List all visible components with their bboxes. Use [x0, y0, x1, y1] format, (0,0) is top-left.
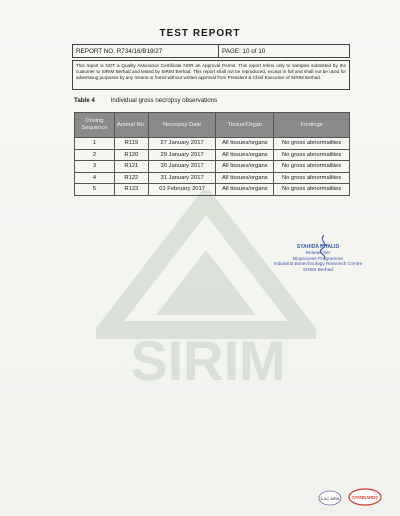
- page-number: PAGE: 10 of 10: [222, 47, 266, 55]
- signatory-name: SYAHIDA KHALID: [296, 244, 340, 250]
- table-row: [75, 161, 350, 173]
- table-number: Table 4: [74, 97, 95, 104]
- svg-text:STANDARDS: STANDARDS: [352, 495, 378, 500]
- signature-block: [258, 245, 378, 274]
- cell-tissue-organ: All tissues/organs: [216, 172, 274, 184]
- header-tissue-organ: Tissue/Organ: [216, 113, 274, 138]
- cell-necropsy-date: 29 January 2017: [148, 149, 216, 161]
- cell-animal-no: R121: [114, 161, 148, 173]
- cell-necropsy-date: 01 February 2017: [148, 184, 216, 196]
- table-row: [75, 138, 350, 150]
- header-findings: Findings: [274, 113, 350, 138]
- cell-dosing-sequence: 2: [75, 149, 115, 161]
- table-row: [75, 149, 350, 161]
- cell-necropsy-date: 30 January 2017: [148, 161, 216, 173]
- necropsy-table: [74, 112, 350, 196]
- cell-findings: No gross abnormalities: [274, 184, 350, 196]
- sirim-watermark-text: [88, 330, 328, 390]
- table-row: [75, 184, 350, 196]
- cell-dosing-sequence: 5: [75, 184, 115, 196]
- table-header-row: [75, 113, 350, 138]
- header-animal-no: Animal No.: [114, 113, 148, 138]
- cell-animal-no: R123: [114, 184, 148, 196]
- signatory-unit: Bioprocess Programme: [292, 256, 344, 262]
- cell-necropsy-date: 31 January 2017: [148, 172, 216, 184]
- cell-dosing-sequence: 3: [75, 161, 115, 173]
- svg-text:SIRIM: SIRIM: [130, 330, 286, 390]
- cell-tissue-organ: All tissues/organs: [216, 184, 274, 196]
- standards-badge-icon: [348, 488, 382, 506]
- cell-findings: No gross abnormalities: [274, 138, 350, 150]
- cell-findings: No gross abnormalities: [274, 149, 350, 161]
- table-row: [75, 172, 350, 184]
- report-number: REPORT NO. R734/16/B19/27: [73, 45, 219, 57]
- ilac-mra-badge-icon: [318, 490, 342, 506]
- cell-dosing-sequence: 1: [75, 138, 115, 150]
- header-necropsy-date: Necropsy Date: [148, 113, 216, 138]
- table-caption: [74, 97, 217, 104]
- cell-dosing-sequence: 4: [75, 172, 115, 184]
- table-title: Individual gross necropsy observations: [110, 97, 218, 104]
- header-dosing-sequence: Dosing Sequence: [75, 113, 115, 138]
- report-header-box: [72, 44, 350, 58]
- cell-animal-no: R119: [114, 138, 148, 150]
- disclaimer-notice: This report is NOT a Quality Assurance Certificate NOR an Approval Permit. This report refers only to samples submitted by the customer to SIRIM Berhad and tested by SIRIM Berhad. This report shall not be reproduced, except in full and shall not be used for advertising purposes by any means or forms without written approval from President & Chief Executive of SIRIM Berhad.: [72, 60, 350, 90]
- signatory-org: SIRIM Berhad: [302, 268, 334, 274]
- cell-findings: No gross abnormalities: [274, 161, 350, 173]
- cell-animal-no: R120: [114, 149, 148, 161]
- cell-tissue-organ: All tissues/organs: [216, 161, 274, 173]
- signatory-role: Researcher: [305, 250, 331, 256]
- report-title: TEST REPORT: [159, 28, 241, 39]
- cell-tissue-organ: All tissues/organs: [216, 138, 274, 150]
- signatory-centre: Industrial Biotechnology Research Centre: [273, 262, 363, 268]
- svg-text:ILAC-MRA: ILAC-MRA: [320, 496, 340, 501]
- cell-animal-no: R122: [114, 172, 148, 184]
- cell-tissue-organ: All tissues/organs: [216, 149, 274, 161]
- cell-findings: No gross abnormalities: [274, 172, 350, 184]
- cell-necropsy-date: 27 January 2017: [148, 138, 216, 150]
